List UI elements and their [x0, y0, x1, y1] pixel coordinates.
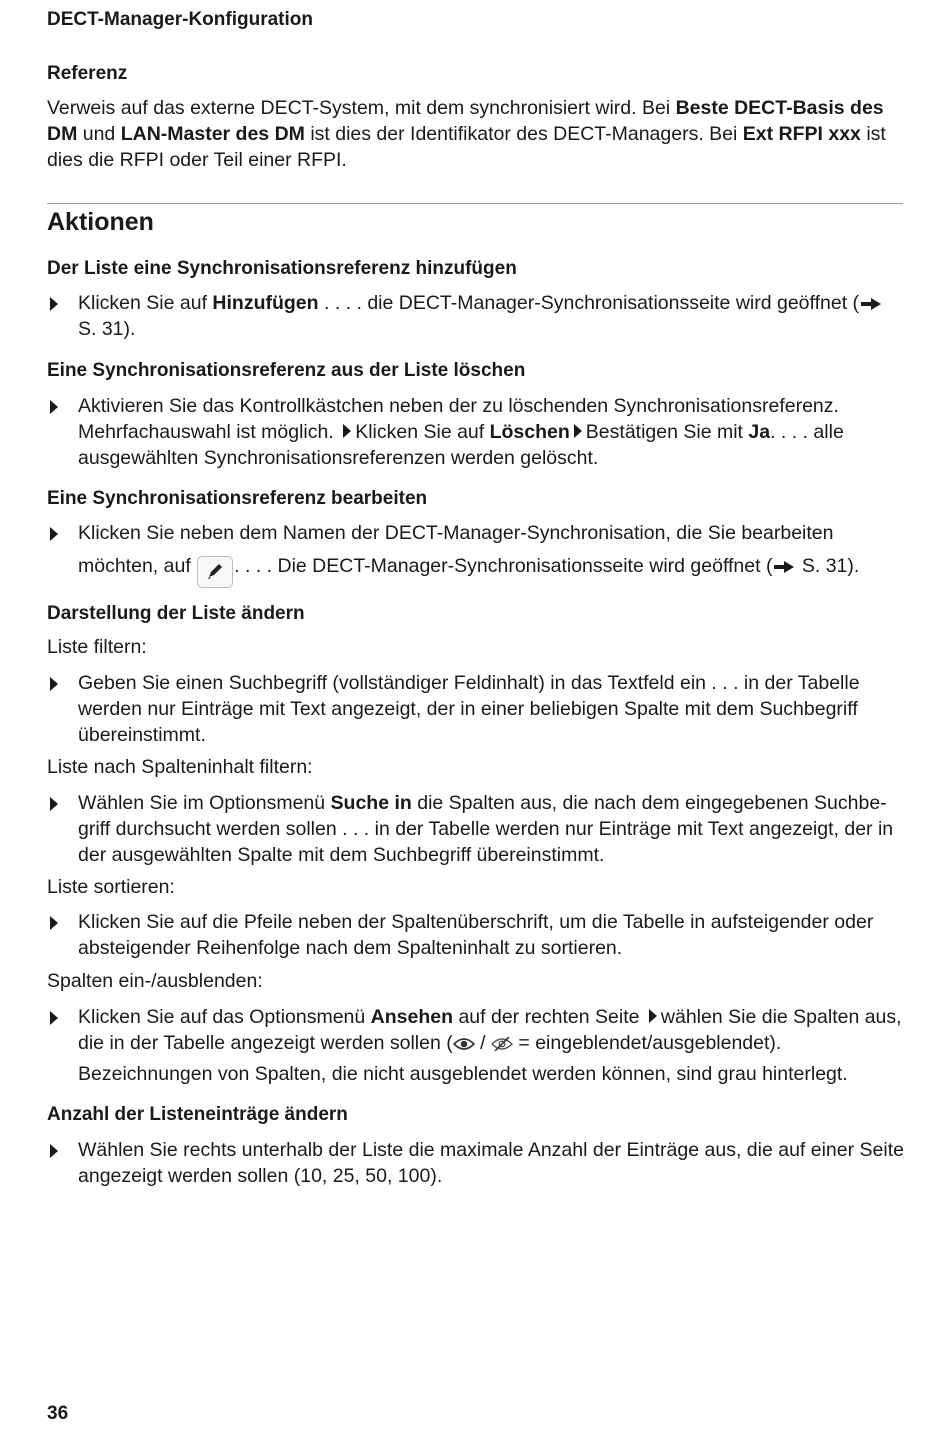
referenz-bold-3: Ext RFPI xxx — [742, 123, 861, 145]
view-menu-label: Ansehen — [370, 1006, 454, 1028]
referenz-text-3: ist dies der Identifikator des DECT-Managers. Bei — [304, 123, 743, 145]
edit-t1: Klicken Sie neben dem Namen der DECT-Manager-Synchronisation, die Sie bearbeiten möchten, auf — [78, 522, 834, 577]
edit-instruction — [47, 520, 905, 588]
bullet-arrow-icon — [50, 297, 58, 311]
column-filter-instruction — [47, 790, 905, 868]
column-filter-label: Liste nach Spalteninhalt filtern: — [47, 756, 313, 778]
delete-t2: Klicken Sie auf — [355, 421, 490, 443]
step-arrow-icon — [649, 1009, 657, 1023]
columns-note: Bezeichnungen von Spalten, die nicht ausgeblendet werden können, sind grau hinterlegt. — [78, 1063, 848, 1085]
sort-instruction-text: Klicken Sie auf die Pfeile neben der Spaltenüberschrift, um die Tabelle in aufsteigender oder absteigender Reihenfolge nach dem Spalteninhalt zu sortieren. — [78, 911, 874, 959]
count-heading: Anzahl der Listeneinträge ändern — [47, 1104, 348, 1125]
add-t2: . . . . die DECT-Manager-Synchronisationsseite wird geöffnet ( — [318, 292, 860, 314]
add-button-label: Hinzufügen — [212, 292, 319, 314]
add-t3: S. 31). — [78, 318, 136, 340]
count-instruction — [47, 1137, 905, 1189]
section-divider — [47, 203, 903, 204]
filter-label: Liste filtern: — [47, 636, 147, 658]
edit-pencil-icon — [197, 556, 233, 588]
add-heading: Der Liste eine Synchronisationsreferenz hinzufügen — [47, 258, 517, 279]
step-arrow-icon — [574, 424, 582, 438]
referenz-heading: Referenz — [47, 63, 128, 84]
delete-instruction — [47, 393, 905, 471]
delete-t4: . . . . alle ausgewählten Synchronisationsreferenzen werden gelöscht. — [78, 421, 844, 469]
page-reference-arrow-icon — [861, 298, 881, 310]
eye-hidden-icon — [491, 1037, 513, 1051]
page-number: 36 — [47, 1403, 69, 1424]
column-filter-text — [78, 790, 905, 868]
sort-instruction — [47, 909, 905, 961]
bullet-arrow-icon — [50, 1144, 58, 1158]
search-in-menu-label: Suche in — [330, 792, 412, 814]
cols-t4: / — [474, 1032, 491, 1054]
referenz-text-2: und — [77, 123, 121, 145]
bullet-arrow-icon — [50, 677, 58, 691]
columns-instruction — [47, 1004, 905, 1087]
aktionen-heading: Aktionen — [47, 208, 154, 236]
delete-button-label: Löschen — [489, 421, 570, 443]
colfilter-t1: Wählen Sie im Optionsmenü — [78, 792, 331, 814]
edit-t2: . . . . Die DECT-Manager-Synchronisationsseite wird geöffnet ( — [234, 555, 773, 577]
add-t1: Klicken Sie auf — [78, 292, 213, 314]
referenz-bold-1: Beste DECT-Basis des DM — [47, 97, 884, 145]
filter-instruction-text: Geben Sie einen Suchbegriff (vollständiger Feldinhalt) in das Textfeld ein . . . in der Tabelle werden nur Einträge mit Text angezeigt, der in einer beliebigen Spalte mit dem Suchbegriff übereinstimmt. — [78, 672, 860, 746]
referenz-paragraph — [47, 95, 905, 173]
edit-heading: Eine Synchronisationsreferenz bearbeiten — [47, 488, 428, 509]
colfilter-t2: die Spalten aus, die nach dem eingegebenen Suchbe-griff durchsucht werden sollen . . . in der Tabelle werden nur Einträge mit Text angezeigt, der in der ausgewählten Spalte mit dem Suchbegriff übereinstimmt. — [78, 792, 894, 866]
referenz-bold-2: LAN-Master des DM — [120, 123, 305, 145]
edit-instruction-text — [78, 517, 905, 588]
delete-instruction-text — [78, 393, 905, 471]
cols-t3: wählen Sie die Spalten aus, die in der Tabelle angezeigt werden sollen ( — [78, 1006, 902, 1054]
sort-label: Liste sortieren: — [47, 876, 175, 898]
bullet-arrow-icon — [50, 916, 58, 930]
cols-t2: auf der rechten Seite — [453, 1006, 645, 1028]
columns-label: Spalten ein-/ausblenden: — [47, 970, 263, 992]
edit-t3: S. 31). — [796, 555, 860, 577]
add-instruction — [47, 290, 905, 342]
filter-instruction — [47, 670, 905, 748]
add-instruction-text — [78, 290, 905, 342]
bullet-arrow-icon — [50, 527, 58, 541]
bullet-arrow-icon — [50, 797, 58, 811]
referenz-text-4: ist dies die RFPI oder Teil einer RFPI. — [47, 123, 886, 171]
step-arrow-icon — [343, 424, 351, 438]
delete-t1: Aktivieren Sie das Kontrollkästchen neben der zu löschenden Synchronisationsreferenz. Mehrfachauswahl ist möglich. — [78, 395, 839, 443]
confirm-yes-label: Ja — [748, 421, 771, 443]
page-reference-arrow-icon — [774, 561, 794, 573]
delete-t3: Bestätigen Sie mit — [585, 421, 749, 443]
delete-heading: Eine Synchronisationsreferenz aus der Liste löschen — [47, 360, 526, 381]
running-header: DECT-Manager-Konfiguration — [47, 9, 313, 30]
cols-t5: = eingeblendet/ausgeblendet). — [512, 1032, 782, 1054]
columns-instruction-text — [78, 1004, 905, 1056]
count-instruction-text: Wählen Sie rechts unterhalb der Liste die maximale Anzahl der Einträge aus, die auf einer Seite angezeigt werden sollen (10, 25, 50, 100). — [78, 1139, 904, 1187]
bullet-arrow-icon — [50, 400, 58, 414]
bullet-arrow-icon — [50, 1011, 58, 1025]
referenz-text-1: Verweis auf das externe DECT-System, mit dem synchronisiert wird. Bei — [47, 97, 676, 119]
cols-t1: Klicken Sie auf das Optionsmenü — [78, 1006, 371, 1028]
display-heading: Darstellung der Liste ändern — [47, 603, 305, 624]
eye-visible-icon — [453, 1037, 475, 1051]
